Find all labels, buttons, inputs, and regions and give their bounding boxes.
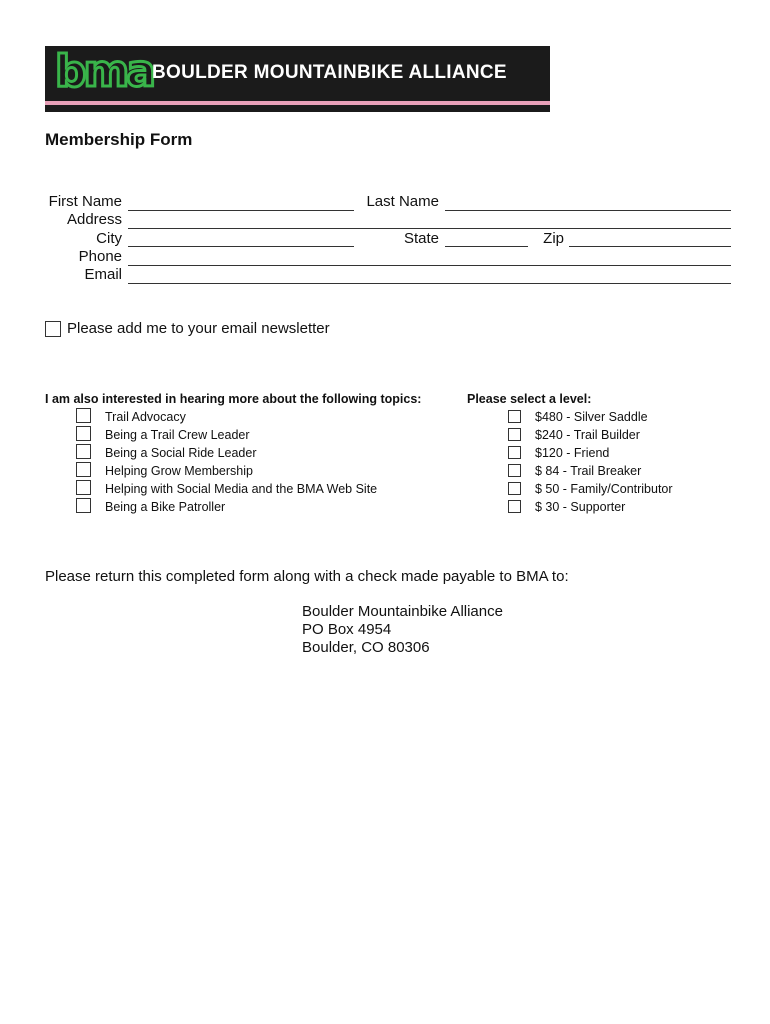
newsletter-label: Please add me to your email newsletter [67, 320, 330, 337]
topics-heading: I am also interested in hearing more about the following topics: [45, 392, 422, 406]
level-label: $120 - Friend [535, 446, 610, 460]
mailing-address-line: Boulder, CO 80306 [302, 639, 430, 656]
address-field[interactable] [128, 228, 731, 229]
zip-field[interactable] [569, 246, 731, 247]
header-banner [45, 46, 550, 112]
email-label: Email [84, 266, 122, 283]
level-label: $ 84 - Trail Breaker [535, 464, 642, 478]
level-label: $ 30 - Supporter [535, 500, 626, 514]
topic-checkbox[interactable] [76, 444, 91, 459]
topic-label: Trail Advocacy [105, 410, 186, 424]
form-title: Membership Form [45, 130, 193, 149]
state-field[interactable] [445, 246, 528, 247]
level-label: $ 50 - Family/Contributor [535, 482, 673, 496]
banner-stripe [45, 101, 550, 105]
last-name-label: Last Name [366, 193, 439, 210]
city-field[interactable] [128, 246, 354, 247]
bma-logo: bma [55, 46, 154, 97]
topic-label: Being a Trail Crew Leader [105, 428, 250, 442]
return-instructions: Please return this completed form along with a check made payable to BMA to: [45, 568, 569, 585]
topic-checkbox[interactable] [76, 498, 91, 513]
newsletter-checkbox[interactable] [45, 321, 61, 337]
level-checkbox[interactable] [508, 500, 521, 513]
topic-checkbox[interactable] [76, 480, 91, 495]
email-field[interactable] [128, 283, 731, 284]
levels-heading: Please select a level: [467, 392, 592, 406]
level-checkbox[interactable] [508, 410, 521, 423]
last-name-field[interactable] [445, 210, 731, 211]
level-checkbox[interactable] [508, 446, 521, 459]
mailing-address-line: PO Box 4954 [302, 621, 392, 638]
org-name: BOULDER MOUNTAINBIKE ALLIANCE [152, 62, 507, 83]
topic-label: Being a Bike Patroller [105, 500, 226, 514]
phone-label: Phone [78, 248, 122, 265]
topic-checkbox[interactable] [76, 426, 91, 441]
level-checkbox[interactable] [508, 482, 521, 495]
address-label: Address [66, 211, 122, 228]
first-name-field[interactable] [128, 210, 354, 211]
level-label: $240 - Trail Builder [535, 428, 640, 442]
topic-checkbox[interactable] [76, 462, 91, 477]
level-checkbox[interactable] [508, 464, 521, 477]
topic-label: Helping Grow Membership [105, 464, 253, 478]
city-label: City [96, 230, 122, 247]
first-name-label: First Name [48, 193, 122, 210]
level-checkbox[interactable] [508, 428, 521, 441]
level-label: $480 - Silver Saddle [535, 410, 648, 424]
topic-checkbox[interactable] [76, 408, 91, 423]
topic-label: Helping with Social Media and the BMA Web Site [105, 482, 378, 496]
state-label: State [403, 230, 439, 247]
mailing-address-line: Boulder Mountainbike Alliance [302, 603, 503, 620]
phone-field[interactable] [128, 265, 731, 266]
topic-label: Being a Social Ride Leader [105, 446, 257, 460]
zip-label: Zip [543, 230, 564, 247]
